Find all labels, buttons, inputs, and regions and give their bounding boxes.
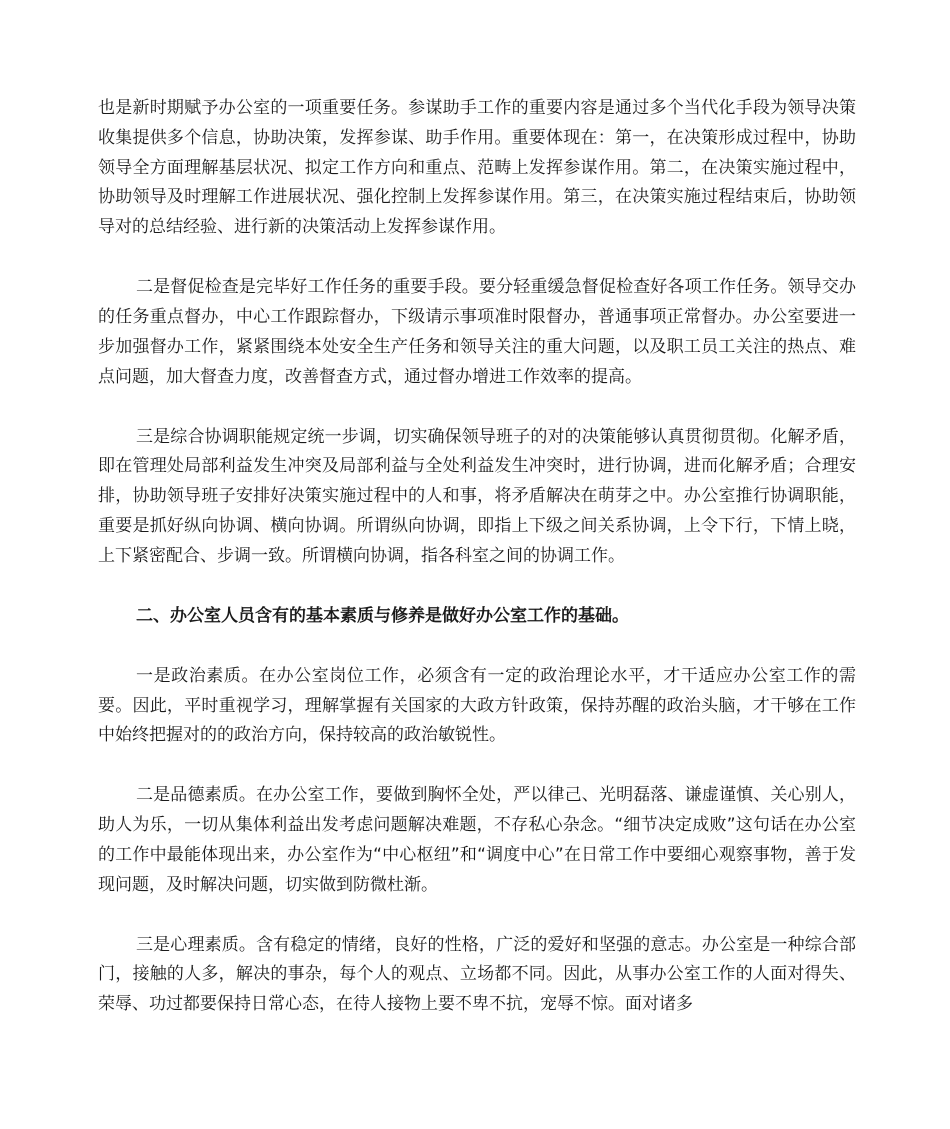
paragraph-staff-advisory-continuation: 也是新时期赋予办公室的一项重要任务。参谋助手工作的重要内容是通过多个当代化手段为领导决策收集提供多个信息，协助决策，发挥参谋、助手作用。重要体现在：第一，在决策形成过程中，协助领导全方面理解基层状况、拟定工作方向和重点、范畴上发挥参谋作用。第二，在决策实施过程中，协助领导及时理解工作进展状况、强化控制上发挥参谋作用。第三，在决策实施过程结束后，协助领导对的总结经验、进行新的决策活动上发挥参谋作用。 <box>98 98 856 238</box>
paragraph-political-quality: 一是政治素质。在办公室岗位工作，必须含有一定的政治理论水平，才干适应办公室工作的需要。因此，平时重视学习，理解掌握有关国家的大政方针政策，保持苏醒的政治头脑，才干够在工作中始终把握对的的政治方向，保持较高的政治敏锐性。 <box>98 665 856 746</box>
section-heading-staff-qualities: 二、办公室人员含有的基本素质与修养是做好办公室工作的基础。 <box>136 605 629 626</box>
paragraph-comprehensive-coordination: 三是综合协调职能规定统一步调，切实确保领导班子的对的决策能够认真贯彻贯彻。化解矛盾，即在管理处局部利益发生冲突及局部利益与全处利益发生冲突时，进行协调，进而化解矛盾；合理安排，协助领导班子安排好决策实施过程中的人和事，将矛盾解决在萌芽之中。办公室推行协调职能，重要是抓好纵向协调、横向协调。所谓纵向协调，即指上下级之间关系协调，上令下行，下情上晓，上下紧密配合、步调一致。所谓横向协调，指各科室之间的协调工作。 <box>98 426 856 566</box>
paragraph-moral-quality: 二是品德素质。在办公室工作，要做到胸怀全处，严以律己、光明磊落、谦虚谨慎、关心别人，助人为乐，一切从集体利益出发考虑问题解决难题，不存私心杂念。“细节决定成败”这句话在办公室的工作中最能体现出来，办公室作为“中心枢纽”和“调度中心”在日常工作中要细心观察事物，善于发现问题，及时解决问题，切实做到防微杜渐。 <box>98 785 856 895</box>
document-body <box>98 94 856 1050</box>
paragraph-psychological-quality: 三是心理素质。含有稳定的情绪，良好的性格，广泛的爱好和坚强的意志。办公室是一种综合部门，接触的人多，解决的事杂，每个人的观点、立场都不同。因此，从事办公室工作的人面对得失、荣辱、功过都要保持日常心态，在待人接物上要不卑不抗，宠辱不惊。面对诸多 <box>98 934 856 1015</box>
paragraph-supervision-inspection: 二是督促检查是完毕好工作任务的重要手段。要分轻重缓急督促检查好各项工作任务。领导交办的任务重点督办，中心工作跟踪督办，下级请示事项准时限督办，普通事项正常督办。办公室要进一步加强督办工作，紧紧围绕本处安全生产任务和领导关注的重大问题，以及职工员工关注的热点、难点问题，加大督查力度，改善督查方式，通过督办增进工作效率的提高。 <box>98 277 856 387</box>
